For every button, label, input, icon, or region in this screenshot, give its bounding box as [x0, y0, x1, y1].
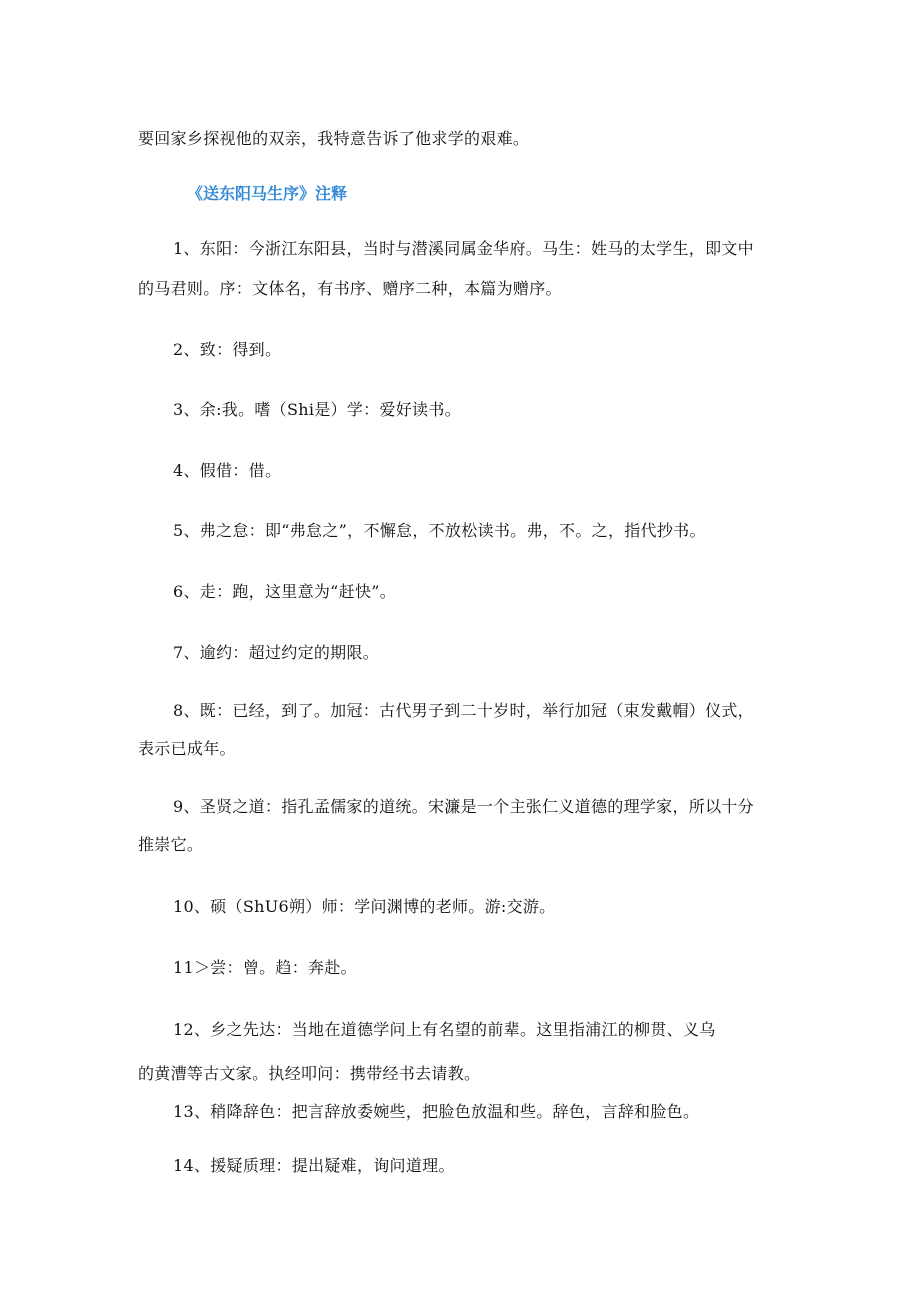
note-3: 3、余:我。嗜（Shi是）学：爱好读书。	[173, 400, 461, 419]
note-12-line-1: 12、乡之先达：当地在道德学问上有名望的前辈。这里指浦江的柳贯、义乌	[173, 1020, 716, 1039]
note-12-line-2: 的黄漕等古文家。执经叩问：携带经书去请教。	[138, 1064, 481, 1083]
note-14: 14、援疑质理：提出疑难，询问道理。	[173, 1156, 455, 1175]
note-10: 10、硕（ShU6朔）师：学问渊博的老师。游:交游。	[173, 897, 556, 916]
note-9-line-2: 推崇它。	[138, 835, 204, 854]
note-8-line-1: 8、既：已经，到了。加冠：古代男子到二十岁时，举行加冠（束发戴帽）仪式，	[173, 701, 754, 720]
note-9-line-1: 9、圣贤之道：指孔孟儒家的道统。宋濂是一个主张仁义道德的理学家，所以十分	[173, 797, 754, 816]
note-2: 2、致：得到。	[173, 340, 282, 359]
note-5: 5、弗之怠：即“弗怠之”，不懈怠，不放松读书。弗，不。之，指代抄书。	[173, 521, 706, 540]
note-7: 7、逾约：超过约定的期限。	[173, 643, 380, 662]
note-4: 4、假借：借。	[173, 461, 282, 480]
note-6: 6、走：跑，这里意为“赶快”。	[173, 582, 397, 601]
note-1-line-2: 的马君则。序：文体名，有书序、赠序二种，本篇为赠序。	[138, 279, 562, 298]
note-11: 11＞尝：曾。趋：奔赴。	[173, 958, 357, 977]
note-8-line-2: 表示已成年。	[138, 739, 236, 758]
note-13: 13、稍降辞色：把言辞放委婉些，把脸色放温和些。辞色，言辞和脸色。	[173, 1102, 700, 1121]
section-title: 《送东阳马生序》注释	[187, 184, 348, 203]
note-1-line-1: 1、东阳：今浙江东阳县，当时与潜溪同属金华府。马生：姓马的太学生，即文中	[173, 239, 754, 258]
intro-paragraph: 要回家乡探视他的双亲，我特意告诉了他求学的艰难。	[138, 129, 530, 148]
